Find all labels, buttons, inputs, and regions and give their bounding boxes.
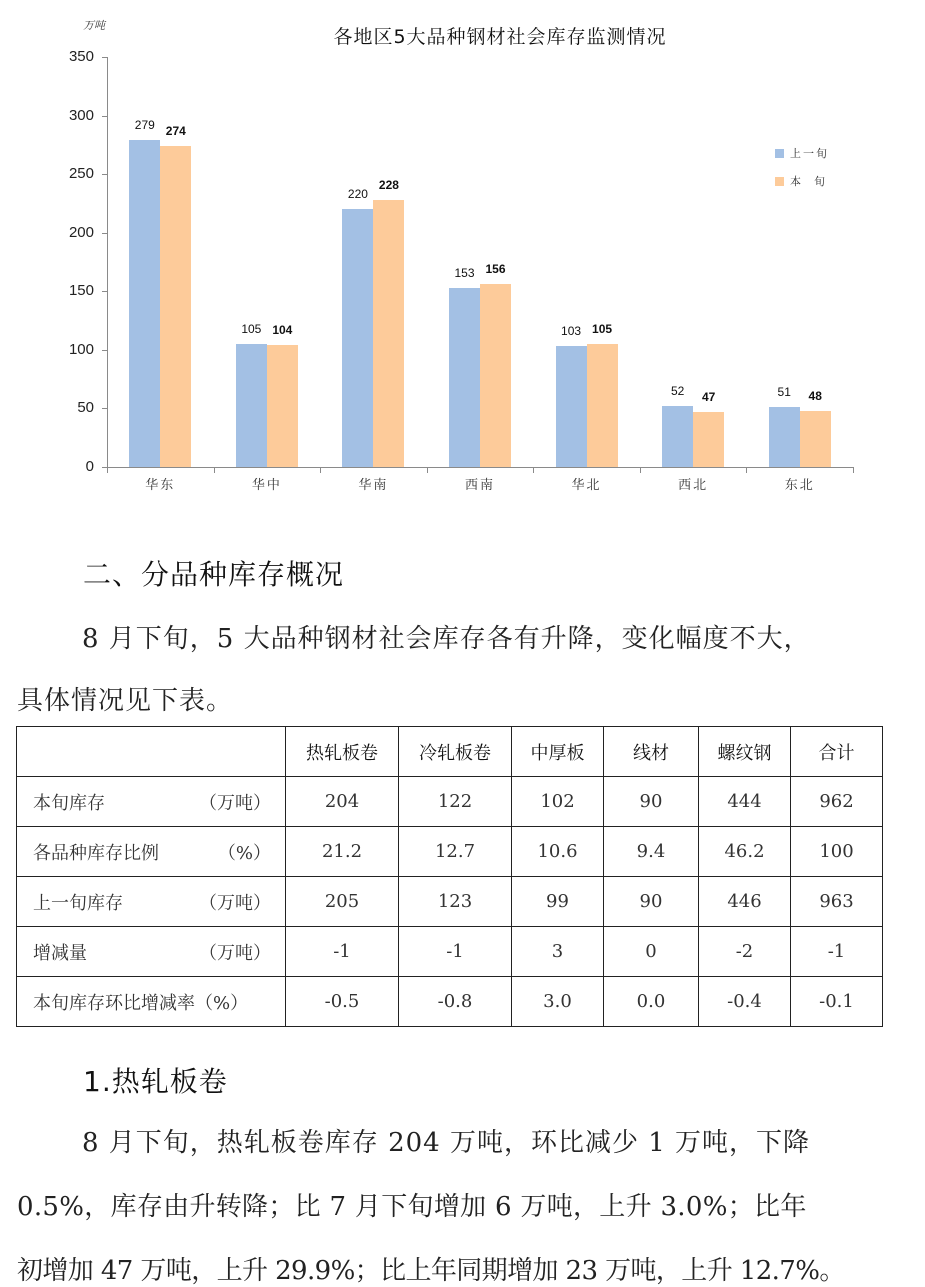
table-cell: -0.5 xyxy=(286,977,399,1027)
table-cell: -0.1 xyxy=(791,977,883,1027)
row-header-cell xyxy=(17,977,286,1027)
bar-value-label: 105 xyxy=(241,322,262,336)
table-header-cell: 线材 xyxy=(604,727,699,777)
row-label: 各品种库存比例 xyxy=(33,842,159,864)
bar-prev-period xyxy=(769,407,800,467)
row-unit: （%） xyxy=(217,842,271,864)
row-header-cell xyxy=(17,877,286,927)
table-header-cell: 合计 xyxy=(791,727,883,777)
y-tick-label: 300 xyxy=(68,106,94,124)
legend-swatch-curr xyxy=(775,177,784,186)
table-header-cell: 冷轧板卷 xyxy=(399,727,512,777)
bar-prev-period xyxy=(449,288,480,467)
y-tick-mark xyxy=(102,174,107,175)
table-row xyxy=(17,927,883,977)
table-cell: 963 xyxy=(791,877,883,927)
bar-current-period xyxy=(480,284,511,467)
table-row xyxy=(17,977,883,1027)
x-tick-mark xyxy=(640,467,641,473)
row-header-cell xyxy=(17,927,286,977)
x-tick-mark xyxy=(427,467,428,473)
table-cell: 0 xyxy=(604,927,699,977)
x-tick-mark xyxy=(533,467,534,473)
hot-rolled-paragraph-line-3: 初增加 47 万吨，上升 29.9%；比上年同期增加 23 万吨，上升 12.7%。 xyxy=(17,1256,845,1286)
bar-current-period xyxy=(800,411,831,467)
bar-value-label: 51 xyxy=(777,385,791,400)
table-cell: 122 xyxy=(399,777,512,827)
bar-current-period xyxy=(267,345,298,467)
subsection-heading: 1.热轧板卷 xyxy=(83,1065,228,1098)
legend-label-curr: 本 旬 xyxy=(790,175,827,188)
table-header-cell: 螺纹钢 xyxy=(699,727,791,777)
row-header-cell xyxy=(17,777,286,827)
x-tick-mark xyxy=(853,467,854,473)
table-cell: 205 xyxy=(286,877,399,927)
table-cell: 100 xyxy=(791,827,883,877)
table-cell: -1 xyxy=(399,927,512,977)
x-category-label: 西南 xyxy=(464,478,495,493)
intro-paragraph-line-2: 具体情况见下表。 xyxy=(17,686,234,716)
table-cell: 3 xyxy=(512,927,604,977)
table-cell: 102 xyxy=(512,777,604,827)
x-category-label: 东北 xyxy=(784,478,815,493)
y-tick-mark xyxy=(102,233,107,234)
bar-value-label: 153 xyxy=(454,265,475,280)
y-tick-label: 350 xyxy=(68,48,94,65)
x-axis xyxy=(107,467,853,468)
x-tick-mark xyxy=(107,467,108,473)
x-tick-mark xyxy=(320,467,321,473)
table-cell: 962 xyxy=(791,777,883,827)
legend-label-prev: 上一旬 xyxy=(790,147,829,160)
x-category-label: 华东 xyxy=(145,478,176,493)
bar-value-label: 105 xyxy=(592,322,613,336)
row-label: 上一旬库存 xyxy=(33,892,123,914)
chart-title: 各地区5大品种钢材社会库存监测情况 xyxy=(333,26,667,48)
table-header-cell: 中厚板 xyxy=(512,727,604,777)
y-tick-label: 50 xyxy=(77,399,94,417)
table-cell: 90 xyxy=(604,777,699,827)
bar-value-label: 47 xyxy=(701,389,716,404)
table-cell: 0.0 xyxy=(604,977,699,1027)
y-axis-unit-label: 万吨 xyxy=(83,19,105,32)
table-cell: 444 xyxy=(699,777,791,827)
y-tick-label: 250 xyxy=(68,165,94,183)
x-category-label: 华南 xyxy=(358,478,389,493)
row-unit: （万吨） xyxy=(199,792,271,814)
table-cell: 446 xyxy=(699,877,791,927)
y-tick-mark xyxy=(102,57,107,58)
bar-value-label: 279 xyxy=(134,118,155,133)
section-heading: 二、分品种库存概况 xyxy=(83,558,345,591)
y-tick-mark xyxy=(102,408,107,409)
bar-current-period xyxy=(160,146,191,467)
bar-prev-period xyxy=(662,406,693,467)
row-unit: （万吨） xyxy=(199,942,271,964)
table-header-row xyxy=(17,727,883,777)
bar-prev-period xyxy=(556,346,587,467)
table-cell: -2 xyxy=(699,927,791,977)
bar-current-period xyxy=(693,412,724,467)
table-cell: 21.2 xyxy=(286,827,399,877)
table-cell: 3.0 xyxy=(512,977,604,1027)
x-category-label: 西北 xyxy=(678,478,709,493)
table-row xyxy=(17,777,883,827)
bar-value-label: 156 xyxy=(485,262,506,277)
table-cell: 99 xyxy=(512,877,604,927)
table-cell: 123 xyxy=(399,877,512,927)
table-row xyxy=(17,827,883,877)
table-cell: 46.2 xyxy=(699,827,791,877)
y-tick-mark xyxy=(102,291,107,292)
row-label: 增减量 xyxy=(33,942,87,964)
y-tick-label: 150 xyxy=(68,282,94,300)
x-tick-mark xyxy=(214,467,215,473)
inventory-table xyxy=(16,726,883,1027)
x-category-label: 华中 xyxy=(251,478,282,493)
y-tick-label: 0 xyxy=(85,458,94,475)
x-tick-mark xyxy=(746,467,747,473)
table-cell: -0.8 xyxy=(399,977,512,1027)
bar-value-label: 274 xyxy=(165,124,186,139)
regional-stock-bar-chart xyxy=(0,0,925,500)
y-axis xyxy=(107,57,108,467)
intro-paragraph-line-1: 8 月下旬，5 大品种钢材社会库存各有升降，变化幅度不大， xyxy=(82,624,811,654)
table-cell: 90 xyxy=(604,877,699,927)
table-cell: -1 xyxy=(791,927,883,977)
row-unit: （万吨） xyxy=(199,892,271,914)
bar-prev-period xyxy=(129,140,160,467)
bar-value-label: 52 xyxy=(670,384,685,399)
row-header-cell xyxy=(17,827,286,877)
table-cell: -1 xyxy=(286,927,399,977)
legend-swatch-prev xyxy=(775,149,784,158)
row-label: 本旬库存 xyxy=(33,792,105,814)
y-tick-mark xyxy=(102,350,107,351)
bar-prev-period xyxy=(236,344,267,467)
bar-value-label: 104 xyxy=(272,323,293,338)
bar-current-period xyxy=(587,344,618,467)
table-header-cell xyxy=(17,727,286,777)
row-label: 本旬库存环比增减率（%） xyxy=(33,992,249,1014)
x-category-label: 华北 xyxy=(571,478,602,493)
table-cell: 204 xyxy=(286,777,399,827)
hot-rolled-paragraph-line-2: 0.5%，库存由升转降；比 7 月下旬增加 6 万吨，上升 3.0%；比年 xyxy=(17,1192,807,1222)
bar-value-label: 220 xyxy=(347,187,368,202)
y-tick-label: 200 xyxy=(68,223,94,241)
bar-value-label: 228 xyxy=(378,177,399,192)
hot-rolled-paragraph-line-1: 8 月下旬，热轧板卷库存 204 万吨，环比减少 1 万吨，下降 xyxy=(82,1128,811,1158)
bar-prev-period xyxy=(342,209,373,467)
bar-value-label: 103 xyxy=(561,324,582,339)
table-header-cell: 热轧板卷 xyxy=(286,727,399,777)
y-tick-label: 100 xyxy=(68,340,94,358)
table-row xyxy=(17,877,883,927)
table-cell: 9.4 xyxy=(604,827,699,877)
y-tick-mark xyxy=(102,116,107,117)
table-cell: -0.4 xyxy=(699,977,791,1027)
bar-current-period xyxy=(373,200,404,467)
bar-value-label: 48 xyxy=(808,388,822,403)
table-cell: 12.7 xyxy=(399,827,512,877)
table-cell: 10.6 xyxy=(512,827,604,877)
